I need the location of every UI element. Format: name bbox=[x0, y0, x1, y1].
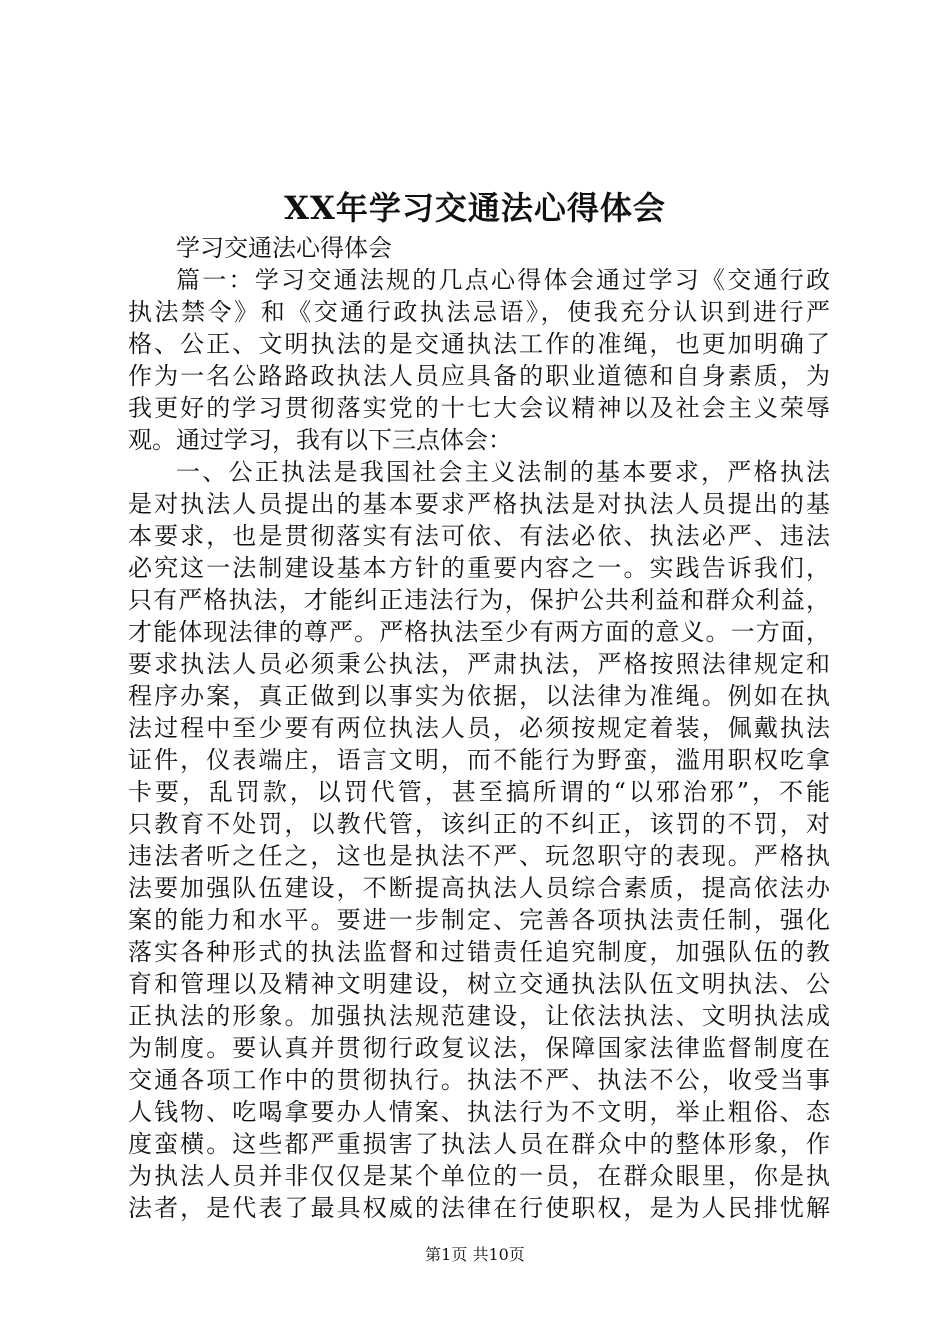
text-line: 法要加强队伍建设，不断提高执法人员综合素质，提高依法办 bbox=[128, 874, 830, 902]
text-line: 我更好的学习贯彻落实党的十七大会议精神以及社会主义荣辱 bbox=[128, 394, 830, 422]
text-line: 才能体现法律的尊严。严格执法至少有两方面的意义。一方面， bbox=[128, 618, 830, 646]
text-line: 作为一名公路路政执法人员应具备的职业道德和自身素质，为 bbox=[128, 362, 830, 390]
text-line: 案的能力和水平。要进一步制定、完善各项执法责任制，强化 bbox=[128, 906, 830, 934]
text-line: 只教育不处罚，以教代管，该纠正的不纠正，该罚的不罚，对 bbox=[128, 810, 830, 838]
text-line: 人钱物、吃喝拿要办人情案、执法行为不文明，举止粗俗、态 bbox=[128, 1098, 830, 1126]
text-line: 违法者听之任之，这也是执法不严、玩忽职守的表现。严格执 bbox=[128, 842, 830, 870]
text-line: 为制度。要认真并贯彻行政复议法，保障国家法律监督制度在 bbox=[128, 1034, 830, 1062]
text-line: 篇一：学习交通法规的几点心得体会通过学习《交通行政 bbox=[176, 266, 830, 294]
page-footer: 第1页 共10页 bbox=[425, 1245, 525, 1264]
text-line: 法过程中至少要有两位执法人员，必须按规定着装，佩戴执法 bbox=[128, 714, 830, 742]
text-line: 交通各项工作中的贯彻执行。执法不严、执法不公，收受当事 bbox=[128, 1066, 830, 1094]
text-line: 落实各种形式的执法监督和过错责任追究制度，加强队伍的教 bbox=[128, 938, 830, 966]
text-line: 卡要，乱罚款，以罚代管，甚至搞所谓的“以邪治邪”，不能 bbox=[128, 778, 830, 806]
text-line: 格、公正、文明执法的是交通执法工作的准绳，也更加明确了 bbox=[128, 330, 830, 358]
text-line: 执法禁令》和《交通行政执法忌语》，使我充分认识到进行严 bbox=[128, 298, 830, 326]
text-line: 法者，是代表了最具权威的法律在行使职权，是为人民排忧解 bbox=[128, 1194, 830, 1222]
text-line: 是对执法人员提出的基本要求严格执法是对执法人员提出的基 bbox=[128, 490, 830, 518]
text-line: 育和管理以及精神文明建设，树立交通执法队伍文明执法、公 bbox=[128, 970, 830, 998]
document-title: XX年学习交通法心得体会 bbox=[284, 189, 666, 227]
text-line: 必究这一法制建设基本方针的重要内容之一。实践告诉我们， bbox=[128, 554, 830, 582]
text-line: 学习交通法心得体会 bbox=[176, 234, 392, 262]
text-line: 本要求，也是贯彻落实有法可依、有法必依、执法必严、违法 bbox=[128, 522, 830, 550]
text-line: 观。通过学习，我有以下三点体会： bbox=[128, 426, 512, 454]
text-line: 证件，仪表端庄，语言文明，而不能行为野蛮，滥用职权吃拿 bbox=[128, 746, 830, 774]
text-line: 正执法的形象。加强执法规范建设，让依法执法、文明执法成 bbox=[128, 1002, 830, 1030]
text-line: 只有严格执法，才能纠正违法行为，保护公共利益和群众利益， bbox=[128, 586, 830, 614]
text-line: 一、公正执法是我国社会主义法制的基本要求，严格执法 bbox=[176, 458, 830, 486]
text-line: 度蛮横。这些都严重损害了执法人员在群众中的整体形象，作 bbox=[128, 1130, 830, 1158]
document-body bbox=[128, 232, 830, 1224]
text-line: 要求执法人员必须秉公执法，严肃执法，严格按照法律规定和 bbox=[128, 650, 830, 678]
text-line: 为执法人员并非仅仅是某个单位的一员，在群众眼里，你是执 bbox=[128, 1162, 830, 1190]
text-line: 程序办案，真正做到以事实为依据，以法律为准绳。例如在执 bbox=[128, 682, 830, 710]
